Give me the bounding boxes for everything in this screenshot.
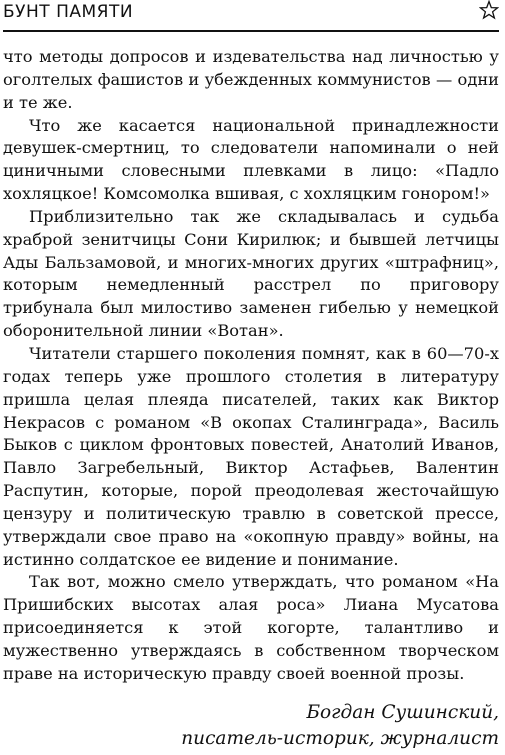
running-header [3,0,499,32]
paragraph: Что же касается национальной принадлежности девушек-смертниц, то следователи напоминали о ней циничными словесными плевками в лицо: «Падло хохляцкое! Комсомолка вшивая, с хохляцким гонором!» [3,115,499,204]
paragraph: Так вот, можно смело утверждать, что романом «На Пришибских высотах алая роса» Лиана Мусатова присоединяется к этой когорте, талантливо и мужественно утверждаясь в собственном творческом праве на историческую правду своей военной прозы. [3,572,499,683]
running-header-title: БУНТ ПАМЯТИ [3,2,134,22]
author-title: писатель-историк, журналист [181,728,499,749]
paragraph-continued: что методы допросов и издевательства над личностью у оголтелых фашистов и убежденных коммунистов — одни и те же. [3,47,499,112]
paragraph: Читатели старшего поколения помнят, как в 60—70-х годах теперь уже прошлого столетия в литературу пришла целая плеяда писателей, таких как Виктор Некрасов с романом «В окопах Сталинграда», Василь Быков с циклом фронтовых повестей, Анатолий Иванов, Павло Загребельный, Виктор Астафьев, Валентин Распутин, которые, порой преодолевая жесточайшую цензуру и политическую травлю в советской прессе, утверждали свое право на «окопную правду» войны, на истинно солдатское ее видение и понимание. [3,343,499,569]
author-signature [181,700,499,752]
paragraph: Приблизительно так же складывалась и судьба храброй зенитчицы Сони Кирилюк; и бывшей летчицы Ады Бальзамовой, и многих-многих других «штрафниц», которым немедленный расстрел по приговору трибунала был милостиво заменен гибелью у немецкой оборонительной линии «Вотан». [3,206,499,341]
star-outline-icon [479,0,499,20]
author-name: Богдан Сушинский, [306,702,499,723]
body-text [3,46,499,686]
